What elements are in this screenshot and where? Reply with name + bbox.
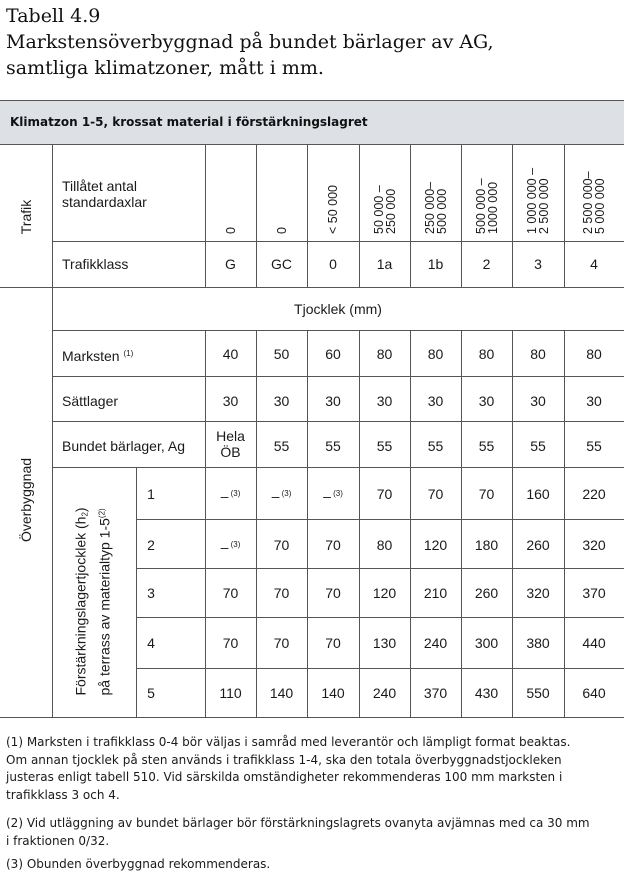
forstarkning-cell: 110 [219, 685, 242, 701]
footnote-2-line-2: i fraktionen 0/32. [6, 833, 110, 848]
forstarkning-cell: 300 [474, 635, 499, 651]
forstarkning-cell: 260 [526, 537, 550, 553]
axlar-value-line: 250 000– [422, 181, 437, 234]
forstarkning-cell: 550 [526, 685, 550, 701]
forstarkning-cell: 70 [376, 486, 393, 502]
axlar-value [582, 144, 606, 234]
note-3-ref: (3) [279, 489, 292, 498]
axlar-value-line: 50 000 – [371, 185, 386, 234]
axlar-value [276, 144, 288, 234]
forstarkning-label-sub: 2 [80, 512, 90, 517]
trafikklass-label: Trafikklass [62, 256, 129, 272]
marksten-cell: 60 [325, 346, 341, 362]
marksten-cell: 80 [586, 346, 602, 362]
forstarkning-cell: 70 [325, 635, 341, 651]
axlar-label-line-1: Tillåtet antal [62, 178, 137, 194]
forstarkning-cell: 160 [526, 486, 550, 502]
forstarkning-cell: 130 [372, 635, 397, 651]
forstarkning-cell: 70 [273, 585, 290, 601]
sattlager-cell: 30 [376, 393, 393, 409]
sattlager-cell: 30 [273, 393, 290, 409]
axlar-value-line: 250 000 [383, 188, 398, 234]
axlar-value-line: 500 000 [434, 188, 449, 234]
sattlager-cell: 30 [222, 393, 239, 409]
axlar-value-line: 1000 000 [485, 181, 500, 234]
table-number: Tabell 4.9 [6, 5, 101, 27]
axlar-value-line: 1 000 000 – [525, 167, 539, 234]
forstarkning-label-text-1: Förstärkningslagertjocklek (h [72, 516, 89, 696]
marksten-cell: 80 [427, 346, 444, 362]
forstarkning-cell: – $^{(3)}$ [220, 488, 241, 504]
forstarkning-cell: 120 [372, 585, 397, 601]
forstarkning-cell: 70 [222, 585, 239, 601]
bundet-label: Bundet bärlager, Ag [62, 438, 185, 454]
forstarkning-cell: 210 [423, 585, 448, 601]
axlar-value [225, 144, 237, 234]
climate-zone-label: Klimatzon 1-5, krossat material i förstärkningslagret [10, 115, 368, 129]
rule [205, 330, 206, 717]
axlar-value [373, 144, 397, 234]
axlar-value [475, 144, 499, 234]
footnote-1 [6, 734, 570, 804]
marksten-cell: 80 [530, 346, 546, 362]
forstarkning-label-close: ) [72, 507, 89, 513]
rule [0, 717, 624, 718]
forstarkning-cell: – $^{(3)}$ [271, 488, 292, 504]
rule [136, 617, 624, 618]
footnote-2 [6, 815, 590, 850]
sattlager-label: Sättlager [62, 393, 119, 409]
axlar-value-line: 0 [274, 227, 289, 234]
rule [136, 668, 624, 669]
forstarkning-cell: 140 [269, 685, 294, 701]
bundet-cell: 55 [376, 438, 393, 454]
forstarkning-cell: 120 [423, 537, 448, 553]
bundet-cell: 55 [586, 438, 602, 454]
bundet-cell: 55 [478, 438, 495, 454]
forstarkning-cell: 430 [474, 685, 499, 701]
forstarkning-cell: 220 [582, 486, 606, 502]
table-caption-line-2: samtliga klimatzoner, mått i mm. [6, 57, 324, 79]
rule [0, 287, 624, 288]
trafikklass-cell: 1a [376, 256, 393, 272]
forstarkning-cell: 240 [423, 635, 448, 651]
footnote-1-line-2: Om annan tjocklek på sten används i trafikklass 1-4, ska den totala överbyggnadstjockleken [6, 752, 562, 767]
trafik-group-label: Trafik [18, 199, 34, 235]
axlar-value-line: 500 000 – [473, 178, 488, 234]
footnote-1-line-4: trafikklass 3 och 4. [6, 787, 120, 802]
forstarkning-cell: 70 [273, 537, 290, 553]
marksten-cell: 80 [478, 346, 495, 362]
materialtyp-label: 3 [147, 585, 155, 601]
axlar-label-line-2: standardaxlar [62, 194, 147, 210]
forstarkning-cell: 180 [474, 537, 499, 553]
materialtyp-label: 4 [147, 635, 155, 651]
forstarkning-cell: 380 [526, 635, 550, 651]
forstarkning-cell: 70 [478, 486, 495, 502]
trafikklass-cell: 0 [329, 256, 337, 272]
trafikklass-cell: 4 [590, 256, 598, 272]
forstarkning-cell: 320 [582, 537, 606, 553]
sattlager-cell: 30 [325, 393, 341, 409]
forstarkning-cell: 320 [526, 585, 550, 601]
forstarkning-cell: – $^{(3)}$ [220, 539, 241, 555]
forstarkning-cell: 70 [222, 635, 239, 651]
footnote-3-line-1: (3) Obunden överbyggnad rekommenderas. [6, 857, 271, 871]
rule [52, 467, 624, 468]
rule [512, 330, 513, 717]
sattlager-cell: 30 [427, 393, 444, 409]
axlar-value [526, 144, 550, 234]
marksten-note: (1) [123, 349, 134, 358]
note-3-ref: (3) [228, 540, 241, 549]
trafikklass-cell: 1b [427, 256, 444, 272]
note-3-ref: (3) [330, 489, 343, 498]
rule [136, 568, 624, 569]
forstarkning-cell: 140 [321, 685, 345, 701]
rule [52, 376, 624, 377]
axlar-value-line: 2 500 000– [581, 171, 595, 234]
bundet-cell: 55 [427, 438, 444, 454]
marksten-label-text: Marksten [62, 348, 120, 364]
tjocklek-header: Tjocklek (mm) [294, 301, 382, 317]
axlar-label [62, 178, 147, 210]
sattlager-cell: 30 [478, 393, 495, 409]
footnote-1-line-1: (1) Marksten i trafikklass 0-4 bör väljas i samråd med leverantör och lämpligt format beaktas. [6, 735, 571, 749]
bundet-cell-hela-ob [205, 428, 256, 460]
forstarkning-cell: 240 [372, 685, 397, 701]
forstarkning-cell: 70 [325, 585, 341, 601]
forstarkning-cell: 70 [325, 537, 341, 553]
marksten-cell: 40 [222, 346, 239, 362]
sattlager-cell: 30 [586, 393, 602, 409]
marksten-cell: 80 [376, 346, 393, 362]
rule [410, 330, 411, 717]
materialtyp-label: 2 [147, 537, 155, 553]
axlar-value [424, 144, 448, 234]
rule [52, 330, 624, 331]
bundet-hela: Hela [216, 428, 245, 444]
overbyggnad-group-label: Överbyggnad [18, 457, 34, 543]
bundet-cell: 55 [273, 438, 290, 454]
axlar-value-line: 0 [223, 227, 238, 234]
forstarkning-cell: 70 [273, 635, 290, 651]
forstarkning-label [72, 507, 114, 696]
forstarkning-label-sup: (2) [97, 508, 107, 519]
table-caption-line-1: Markstensöverbyggnad på bundet bärlager av AG, [6, 31, 494, 53]
rule [52, 421, 624, 422]
trafikklass-cell: 3 [534, 256, 542, 272]
footnote-1-line-3: justeras enligt tabell 510. Vid särskilda omständigheter rekommenderas 100 mm marksten i [6, 770, 563, 784]
footnote-2-line-1: (2) Vid utläggning av bundet bärlager bör förstärkningslagrets ovanyta avjämnas med ca 30 mm [6, 816, 590, 830]
rule [136, 519, 624, 520]
sattlager-cell: 30 [530, 393, 546, 409]
bundet-cell: 55 [325, 438, 341, 454]
trafikklass-cell: 2 [482, 256, 491, 272]
forstarkning-label-text-2: på terrass av materialtyp 1-5 [96, 518, 113, 696]
rule [461, 330, 462, 717]
trafikklass-cell: GC [271, 256, 292, 272]
axlar-value [327, 144, 339, 234]
rule [52, 241, 624, 242]
forstarkning-label-line-2 [97, 508, 113, 695]
forstarkning-label-line-1 [73, 507, 89, 695]
forstarkning-cell: 370 [423, 685, 448, 701]
forstarkning-cell: 640 [582, 685, 606, 701]
forstarkning-cell: 70 [427, 486, 444, 502]
marksten-label [62, 346, 133, 364]
forstarkning-cell: – $^{(3)}$ [323, 488, 343, 504]
materialtyp-label: 1 [147, 486, 155, 502]
footnote-3 [6, 856, 270, 874]
rule [359, 330, 360, 717]
forstarkning-cell: 260 [474, 585, 499, 601]
rule [52, 145, 53, 717]
rule [564, 330, 565, 717]
forstarkning-cell: 80 [376, 537, 393, 553]
trafikklass-cell: G [225, 256, 236, 272]
forstarkning-cell: 440 [582, 635, 606, 651]
rule [256, 330, 257, 717]
axlar-value-line: 5 000 000 [593, 178, 607, 234]
bundet-ob: ÖB [220, 444, 241, 460]
materialtyp-label: 5 [147, 685, 155, 701]
rule [307, 330, 308, 717]
marksten-cell: 50 [273, 346, 290, 362]
bundet-cell: 55 [530, 438, 546, 454]
axlar-value-line: < 50 000 [326, 184, 340, 234]
note-3-ref: (3) [228, 489, 241, 498]
axlar-value-line: 2 500 000 [537, 178, 551, 234]
forstarkning-cell: 370 [582, 585, 606, 601]
